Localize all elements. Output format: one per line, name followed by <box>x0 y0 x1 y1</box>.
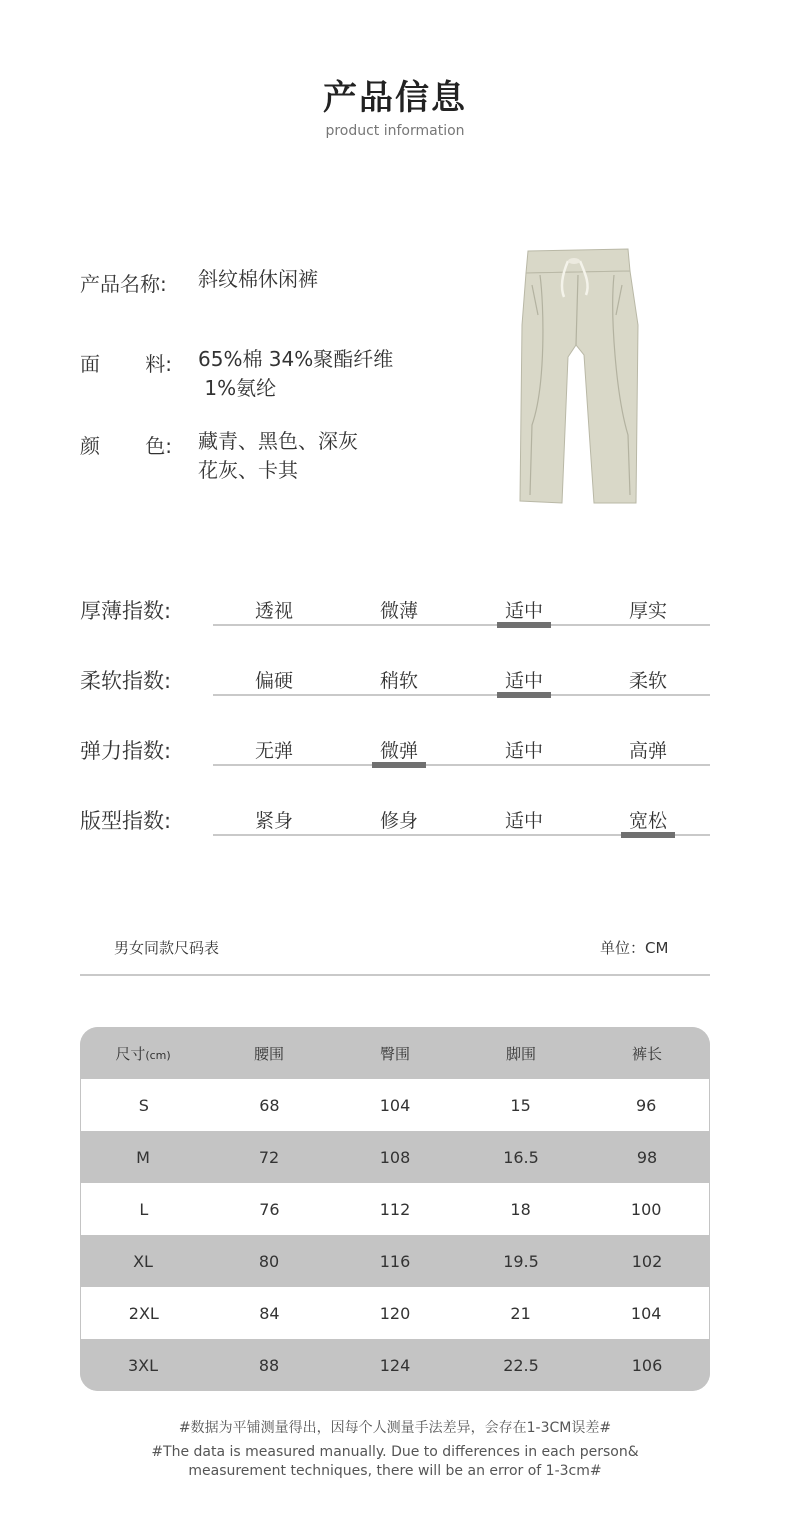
table-cell: 96 <box>635 1095 657 1115</box>
product-name-value: 斜纹棉休闲裤 <box>198 267 318 291</box>
index-option: 紧身 <box>254 810 293 832</box>
table-cell: L <box>139 1199 149 1219</box>
table-row <box>80 1235 710 1287</box>
fabric-line-2: 1%氨纶 <box>198 376 277 400</box>
index-selected-marker <box>372 762 426 768</box>
index-scale-line <box>213 764 710 766</box>
fabric-value <box>198 345 393 403</box>
table-cell: 2XL <box>128 1303 159 1323</box>
header-hem: 脚围 <box>505 1044 536 1063</box>
table-cell: 22.5 <box>503 1355 539 1375</box>
index-option: 偏硬 <box>254 670 293 692</box>
index-label: 厚薄指数: <box>80 599 172 623</box>
color-label-char-1: 颜 <box>80 434 100 458</box>
table-cell: 104 <box>630 1303 662 1323</box>
table-cell: 72 <box>258 1147 280 1167</box>
size-table <box>80 1027 710 1391</box>
color-value <box>198 427 358 485</box>
color-line-2: 花灰、卡其 <box>198 458 298 482</box>
table-cell: 112 <box>379 1199 411 1219</box>
fabric-line-1: 65%棉 34%聚酯纤维 <box>198 347 394 371</box>
table-cell: 108 <box>379 1147 411 1167</box>
table-header-row <box>80 1027 710 1079</box>
table-row <box>81 1079 709 1131</box>
header-size-label: 尺寸 <box>115 1044 146 1063</box>
table-cell: 88 <box>258 1355 280 1375</box>
index-option: 微薄 <box>379 600 418 622</box>
note-en-1: #The data is measured manually. Due to differences in each person& <box>151 1444 639 1460</box>
table-cell: 120 <box>379 1303 411 1323</box>
index-option: 无弹 <box>254 740 293 762</box>
index-selected-marker <box>621 832 675 838</box>
table-cell: 21 <box>510 1303 531 1323</box>
header-waist: 腰围 <box>253 1044 284 1063</box>
table-body <box>80 1079 710 1391</box>
table-cell: 124 <box>379 1355 411 1375</box>
table-row <box>80 1131 710 1183</box>
index-option: 适中 <box>504 670 543 692</box>
table-cell: 100 <box>630 1199 662 1219</box>
index-option: 适中 <box>504 600 543 622</box>
header-size <box>80 1043 206 1064</box>
table-cell: 98 <box>636 1147 658 1167</box>
table-cell: 102 <box>631 1251 663 1271</box>
header-length: 裤长 <box>631 1044 662 1063</box>
page-title: 产品信息 <box>323 78 467 118</box>
table-cell: 68 <box>259 1095 280 1115</box>
index-selected-marker <box>497 622 551 628</box>
table-cell: 116 <box>379 1251 411 1271</box>
table-row <box>81 1183 709 1235</box>
header-hip: 臀围 <box>379 1044 410 1063</box>
index-scale-line <box>213 694 710 696</box>
color-line-1: 藏青、黑色、深灰 <box>198 429 358 453</box>
index-option: 柔软 <box>628 670 667 692</box>
table-cell: 84 <box>259 1303 280 1323</box>
table-cell: 104 <box>379 1095 411 1115</box>
index-option: 高弹 <box>628 740 667 762</box>
table-cell: 19.5 <box>503 1251 539 1271</box>
index-option: 宽松 <box>628 810 667 832</box>
fabric-label <box>80 348 180 377</box>
index-option: 适中 <box>504 740 543 762</box>
size-chart-title: 男女同款尺码表 <box>114 939 220 957</box>
fabric-label-char-2: 料: <box>145 352 172 376</box>
header-size-unit: (cm) <box>145 1048 171 1062</box>
fabric-label-char-1: 面 <box>80 352 100 376</box>
page-subtitle: product information <box>325 123 465 139</box>
size-chart-unit: 单位：CM <box>600 939 669 957</box>
note-en-2: measurement techniques, there will be an error of 1-3cm# <box>188 1463 602 1479</box>
index-selected-marker <box>497 692 551 698</box>
pants-illustration-icon <box>510 245 645 507</box>
table-row <box>80 1339 710 1391</box>
index-scale-line <box>213 624 710 626</box>
table-cell: 18 <box>510 1199 531 1219</box>
index-option: 微弹 <box>379 740 418 762</box>
table-cell: 3XL <box>127 1355 159 1375</box>
color-label <box>80 430 180 459</box>
note-cn: #数据为平铺测量得出，因每个人测量手法差异，会存在1-3CM误差# <box>178 1420 612 1436</box>
table-cell: S <box>138 1095 149 1115</box>
table-cell: XL <box>133 1251 153 1271</box>
table-cell: M <box>136 1147 150 1167</box>
index-option: 透视 <box>254 600 293 622</box>
index-option: 厚实 <box>628 600 667 622</box>
size-chart-divider <box>80 974 710 976</box>
index-label: 弹力指数: <box>80 739 172 763</box>
index-label: 版型指数: <box>80 809 172 833</box>
color-label-char-2: 色: <box>145 434 172 458</box>
table-cell: 76 <box>259 1199 280 1219</box>
table-cell: 15 <box>510 1095 531 1115</box>
table-cell: 16.5 <box>503 1147 539 1167</box>
index-option: 修身 <box>379 810 418 832</box>
table-cell: 106 <box>631 1355 663 1375</box>
table-cell: 80 <box>258 1251 280 1271</box>
index-option: 适中 <box>504 810 543 832</box>
product-name-label: 产品名称: <box>80 272 167 296</box>
index-option: 稍软 <box>379 670 418 692</box>
table-row <box>81 1287 709 1339</box>
index-label: 柔软指数: <box>80 669 172 693</box>
